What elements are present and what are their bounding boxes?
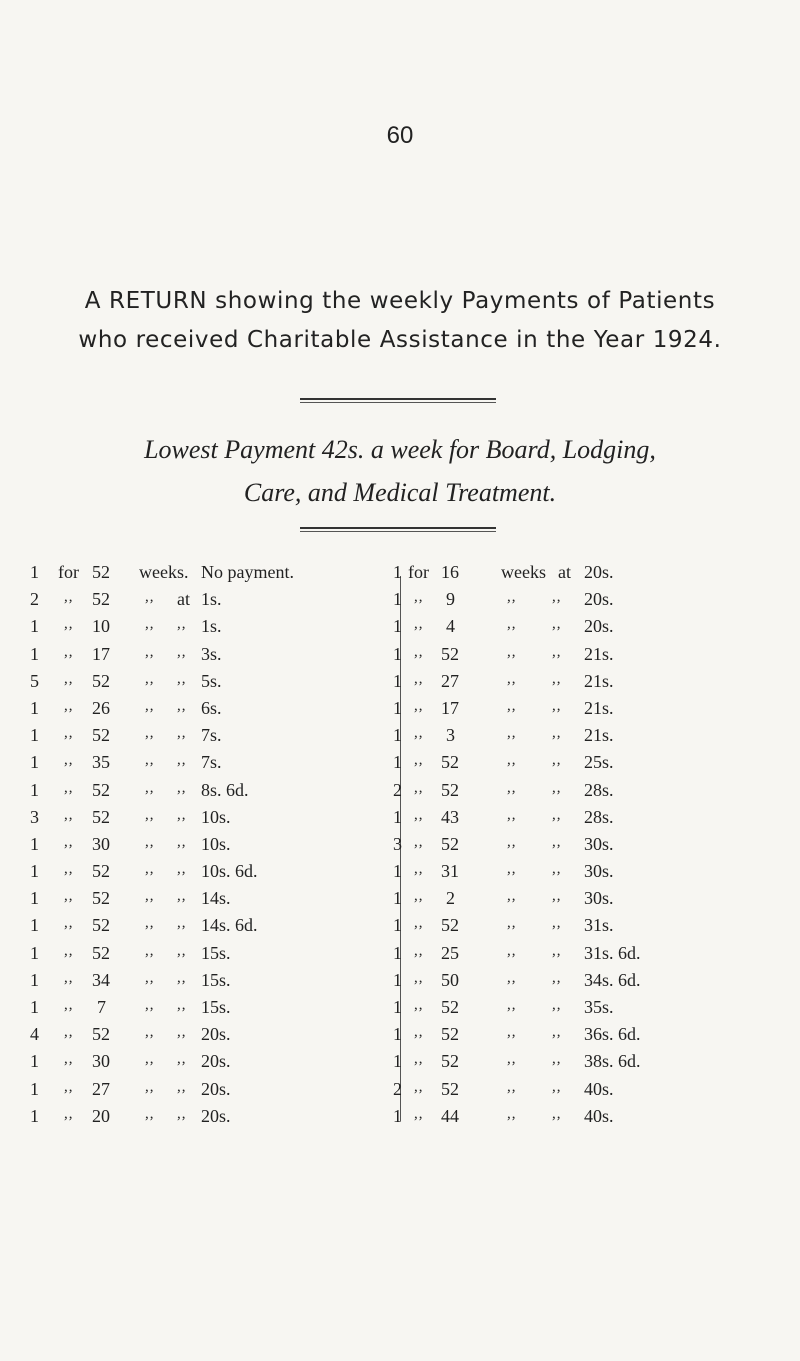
- ditto-mark: ,,: [552, 833, 562, 850]
- payment-amount: 14s.: [201, 888, 231, 909]
- ditto-mark: ,,: [145, 833, 155, 850]
- payment-amount: 14s. 6d.: [201, 915, 258, 936]
- patient-count: 1: [30, 942, 39, 963]
- patient-count: 1: [393, 806, 402, 827]
- ditto-mark: ,,: [507, 1024, 517, 1041]
- payment-amount: 15s.: [201, 997, 231, 1017]
- ditto-mark: ,,: [414, 833, 424, 850]
- patient-count: 2: [393, 779, 402, 800]
- ditto-mark: ,,: [414, 1105, 424, 1122]
- weeks-value: 35: [92, 752, 110, 773]
- patient-count: 1: [393, 697, 402, 718]
- patient-count: 5: [30, 670, 39, 691]
- payment-amount: 1s.: [201, 616, 222, 637]
- ditto-mark: ,,: [64, 616, 74, 633]
- ditto-mark: ,,: [145, 752, 155, 769]
- patient-count: 1: [30, 562, 39, 582]
- heading-line-2: who received Charitable Assistance in the Year 1924.: [78, 327, 722, 353]
- ditto-mark: ,,: [145, 1051, 155, 1068]
- ditto-mark: ,,: [64, 861, 74, 878]
- payment-amount: 15s.: [201, 942, 231, 963]
- ditto-mark: ,,: [552, 1024, 562, 1041]
- ditto-mark: ,,: [64, 969, 74, 986]
- patient-count: 1: [30, 833, 39, 854]
- ditto-mark: ,,: [507, 643, 517, 660]
- weeks-value: 2: [446, 888, 455, 909]
- ditto-mark: ,,: [64, 725, 74, 742]
- ditto-mark: ,,: [552, 969, 562, 986]
- payment-amount: 21s.: [584, 643, 614, 664]
- weeks-value: 52: [92, 942, 110, 963]
- ditto-mark: ,,: [177, 969, 187, 986]
- ditto-mark: ,,: [177, 752, 187, 769]
- patient-count: 3: [30, 806, 39, 827]
- patient-count: 1: [393, 1105, 402, 1126]
- payment-amount: 34s. 6d.: [584, 969, 641, 990]
- ditto-mark: ,,: [177, 1024, 187, 1041]
- payment-amount: 36s. 6d.: [584, 1024, 641, 1045]
- payment-amount: 31s.: [584, 915, 614, 936]
- patient-count: 1: [393, 562, 402, 582]
- ditto-mark: ,,: [507, 888, 517, 905]
- weeks-value: 52: [441, 1024, 459, 1045]
- double-rule-divider: [300, 527, 496, 534]
- ditto-mark: ,,: [64, 997, 74, 1013]
- ditto-mark: ,,: [145, 1024, 155, 1041]
- ditto-mark: ,,: [552, 779, 562, 796]
- payment-amount: 5s.: [201, 670, 222, 691]
- weeks-value: 52: [441, 1051, 459, 1072]
- patient-count: 1: [30, 1105, 39, 1126]
- ditto-mark: ,,: [145, 697, 155, 714]
- ditto-mark: ,,: [507, 616, 517, 633]
- weeks-label: weeks.: [139, 562, 189, 582]
- payment-amount: 20s.: [584, 562, 614, 582]
- at-label: at: [177, 589, 190, 610]
- ditto-mark: ,,: [64, 752, 74, 769]
- ditto-mark: ,,: [414, 779, 424, 796]
- ditto-mark: ,,: [145, 725, 155, 742]
- patient-count: 4: [30, 1024, 39, 1045]
- weeks-value: 52: [92, 779, 110, 800]
- payment-amount: 30s.: [584, 833, 614, 854]
- payment-amount: 38s. 6d.: [584, 1051, 641, 1072]
- ditto-mark: ,,: [507, 833, 517, 850]
- ditto-mark: ,,: [552, 589, 562, 606]
- weeks-value: 52: [92, 725, 110, 746]
- weeks-value: 52: [92, 861, 110, 882]
- ditto-mark: ,,: [507, 670, 517, 687]
- ditto-mark: ,,: [177, 833, 187, 850]
- ditto-mark: ,,: [64, 670, 74, 687]
- weeks-value: 26: [92, 697, 110, 718]
- ditto-mark: ,,: [64, 806, 74, 823]
- weeks-value: 17: [441, 697, 459, 718]
- ditto-mark: ,,: [414, 997, 424, 1013]
- weeks-value: 52: [92, 562, 110, 582]
- payment-amount: 40s.: [584, 1105, 614, 1126]
- payment-amount: 20s.: [201, 1078, 231, 1099]
- payment-amount: 31s. 6d.: [584, 942, 641, 963]
- weeks-value: 43: [441, 806, 459, 827]
- ditto-mark: ,,: [507, 942, 517, 959]
- payment-amount: 7s.: [201, 752, 222, 773]
- ditto-mark: ,,: [177, 1051, 187, 1068]
- weeks-value: 52: [92, 589, 110, 610]
- ditto-mark: ,,: [414, 888, 424, 905]
- patient-count: 1: [30, 861, 39, 882]
- ditto-mark: ,,: [64, 1078, 74, 1095]
- weeks-value: 20: [92, 1105, 110, 1126]
- ditto-mark: ,,: [145, 643, 155, 660]
- payment-amount: 40s.: [584, 1078, 614, 1099]
- for-label: for: [408, 562, 429, 582]
- ditto-mark: ,,: [177, 997, 187, 1013]
- patient-count: 1: [30, 752, 39, 773]
- weeks-value: 52: [92, 1024, 110, 1045]
- at-label: at: [558, 562, 571, 582]
- ditto-mark: ,,: [64, 1051, 74, 1068]
- ditto-mark: ,,: [414, 861, 424, 878]
- patient-count: 1: [393, 670, 402, 691]
- ditto-mark: ,,: [64, 779, 74, 796]
- patient-count: 1: [393, 969, 402, 990]
- ditto-mark: ,,: [414, 643, 424, 660]
- weeks-value: 52: [441, 643, 459, 664]
- payment-amount: 8s. 6d.: [201, 779, 249, 800]
- payment-amount: 6s.: [201, 697, 222, 718]
- patient-count: 1: [393, 643, 402, 664]
- ditto-mark: ,,: [552, 1078, 562, 1095]
- patient-count: 1: [30, 643, 39, 664]
- payment-amount: 10s.: [201, 833, 231, 854]
- payment-amount: 30s.: [584, 861, 614, 882]
- patient-count: 1: [30, 1051, 39, 1072]
- ditto-mark: ,,: [145, 670, 155, 687]
- weeks-value: 52: [92, 915, 110, 936]
- ditto-mark: ,,: [414, 752, 424, 769]
- patient-count: 1: [30, 697, 39, 718]
- weeks-value: 52: [441, 915, 459, 936]
- ditto-mark: ,,: [145, 969, 155, 986]
- ditto-mark: ,,: [414, 1051, 424, 1068]
- ditto-mark: ,,: [177, 1078, 187, 1095]
- ditto-mark: ,,: [414, 915, 424, 932]
- ditto-mark: ,,: [145, 997, 155, 1013]
- ditto-mark: ,,: [64, 697, 74, 714]
- ditto-mark: ,,: [552, 697, 562, 714]
- payment-amount: 3s.: [201, 643, 222, 664]
- ditto-mark: ,,: [414, 969, 424, 986]
- weeks-value: 7: [97, 997, 106, 1017]
- ditto-mark: ,,: [64, 1105, 74, 1122]
- ditto-mark: ,,: [552, 861, 562, 878]
- ditto-mark: ,,: [552, 725, 562, 742]
- payment-amount: 21s.: [584, 670, 614, 691]
- payment-amount: 10s.: [201, 806, 231, 827]
- ditto-mark: ,,: [507, 697, 517, 714]
- payment-amount: 20s.: [201, 1051, 231, 1072]
- patient-count: 3: [393, 833, 402, 854]
- weeks-value: 52: [441, 779, 459, 800]
- ditto-mark: ,,: [507, 589, 517, 606]
- ditto-mark: ,,: [145, 915, 155, 932]
- weeks-value: 27: [92, 1078, 110, 1099]
- ditto-mark: ,,: [145, 806, 155, 823]
- weeks-value: 44: [441, 1105, 459, 1126]
- payment-amount: 20s.: [584, 616, 614, 637]
- double-rule-divider: [300, 398, 496, 405]
- payment-amount: 21s.: [584, 697, 614, 718]
- ditto-mark: ,,: [507, 861, 517, 878]
- patient-count: 1: [30, 888, 39, 909]
- ditto-mark: ,,: [507, 997, 517, 1013]
- payment-amount: 1s.: [201, 589, 222, 610]
- ditto-mark: ,,: [145, 779, 155, 796]
- ditto-mark: ,,: [177, 1105, 187, 1122]
- ditto-mark: ,,: [414, 725, 424, 742]
- ditto-mark: ,,: [177, 888, 187, 905]
- weeks-value: 16: [441, 562, 459, 582]
- ditto-mark: ,,: [177, 697, 187, 714]
- ditto-mark: ,,: [552, 915, 562, 932]
- ditto-mark: ,,: [145, 589, 155, 606]
- ditto-mark: ,,: [507, 725, 517, 742]
- ditto-mark: ,,: [414, 806, 424, 823]
- ditto-mark: ,,: [145, 942, 155, 959]
- payment-amount: 10s. 6d.: [201, 861, 258, 882]
- patient-count: 1: [30, 997, 39, 1017]
- ditto-mark: ,,: [64, 833, 74, 850]
- patient-count: 1: [393, 616, 402, 637]
- ditto-mark: ,,: [64, 643, 74, 660]
- ditto-mark: ,,: [414, 616, 424, 633]
- patient-count: 1: [30, 915, 39, 936]
- weeks-value: 30: [92, 833, 110, 854]
- ditto-mark: ,,: [64, 942, 74, 959]
- ditto-mark: ,,: [507, 1078, 517, 1095]
- weeks-value: 52: [92, 806, 110, 827]
- weeks-value: 3: [446, 725, 455, 746]
- ditto-mark: ,,: [507, 915, 517, 932]
- weeks-value: 10: [92, 616, 110, 637]
- weeks-value: 50: [441, 969, 459, 990]
- weeks-value: 17: [92, 643, 110, 664]
- payment-amount: 20s.: [584, 589, 614, 610]
- ditto-mark: ,,: [507, 969, 517, 986]
- weeks-value: 52: [441, 833, 459, 854]
- ditto-mark: ,,: [507, 752, 517, 769]
- payment-amount: 20s.: [201, 1024, 231, 1045]
- ditto-mark: ,,: [64, 589, 74, 606]
- ditto-mark: ,,: [177, 643, 187, 660]
- ditto-mark: ,,: [177, 670, 187, 687]
- payment-amount: 15s.: [201, 969, 231, 990]
- patient-count: 2: [30, 589, 39, 610]
- payment-amount: 28s.: [584, 806, 614, 827]
- weeks-value: 9: [446, 589, 455, 610]
- weeks-value: 27: [441, 670, 459, 691]
- ditto-mark: ,,: [552, 643, 562, 660]
- payment-amount: 25s.: [584, 752, 614, 773]
- ditto-mark: ,,: [177, 806, 187, 823]
- weeks-value: 25: [441, 942, 459, 963]
- patient-count: 1: [30, 779, 39, 800]
- payment-amount: No payment.: [201, 562, 294, 582]
- patient-count: 1: [393, 942, 402, 963]
- heading-line-1: A RETURN showing the weekly Payments of Patients: [84, 288, 716, 314]
- subtitle-line-2: Care, and Medical Treatment.: [243, 478, 557, 507]
- weeks-value: 30: [92, 1051, 110, 1072]
- ditto-mark: ,,: [177, 942, 187, 959]
- ditto-mark: ,,: [177, 779, 187, 796]
- payment-amount: 30s.: [584, 888, 614, 909]
- weeks-value: 52: [441, 1078, 459, 1099]
- ditto-mark: ,,: [552, 1105, 562, 1122]
- patient-count: 1: [393, 589, 402, 610]
- weeks-value: 52: [92, 670, 110, 691]
- ditto-mark: ,,: [552, 616, 562, 633]
- patient-count: 2: [393, 1078, 402, 1099]
- patient-count: 1: [30, 616, 39, 637]
- ditto-mark: ,,: [552, 888, 562, 905]
- ditto-mark: ,,: [414, 942, 424, 959]
- patient-count: 1: [393, 888, 402, 909]
- ditto-mark: ,,: [414, 670, 424, 687]
- ditto-mark: ,,: [177, 915, 187, 932]
- patient-count: 1: [393, 915, 402, 936]
- ditto-mark: ,,: [414, 1078, 424, 1095]
- ditto-mark: ,,: [177, 725, 187, 742]
- ditto-mark: ,,: [145, 1078, 155, 1095]
- payment-amount: 7s.: [201, 725, 222, 746]
- payment-amount: 28s.: [584, 779, 614, 800]
- ditto-mark: ,,: [552, 806, 562, 823]
- ditto-mark: ,,: [507, 1051, 517, 1068]
- payment-amount: 21s.: [584, 725, 614, 746]
- weeks-label: weeks: [501, 562, 546, 582]
- ditto-mark: ,,: [177, 616, 187, 633]
- weeks-value: 52: [441, 997, 459, 1017]
- ditto-mark: ,,: [177, 861, 187, 878]
- ditto-mark: ,,: [552, 752, 562, 769]
- patient-count: 1: [393, 725, 402, 746]
- ditto-mark: ,,: [507, 806, 517, 823]
- weeks-value: 34: [92, 969, 110, 990]
- for-label: for: [58, 562, 79, 582]
- patient-count: 1: [30, 969, 39, 990]
- payment-amount: 20s.: [201, 1105, 231, 1126]
- ditto-mark: ,,: [64, 888, 74, 905]
- patient-count: 1: [393, 1051, 402, 1072]
- weeks-value: 4: [446, 616, 455, 637]
- ditto-mark: ,,: [414, 1024, 424, 1041]
- ditto-mark: ,,: [552, 1051, 562, 1068]
- ditto-mark: ,,: [552, 997, 562, 1013]
- patient-count: 1: [393, 997, 402, 1017]
- ditto-mark: ,,: [145, 888, 155, 905]
- ditto-mark: ,,: [64, 915, 74, 932]
- ditto-mark: ,,: [507, 779, 517, 796]
- patient-count: 1: [393, 752, 402, 773]
- subtitle-line-1: Lowest Payment 42s. a week for Board, Lodging,: [144, 435, 656, 464]
- ditto-mark: ,,: [507, 1105, 517, 1122]
- ditto-mark: ,,: [552, 942, 562, 959]
- ditto-mark: ,,: [414, 697, 424, 714]
- ditto-mark: ,,: [145, 1105, 155, 1122]
- payment-amount: 35s.: [584, 997, 614, 1017]
- ditto-mark: ,,: [145, 616, 155, 633]
- ditto-mark: ,,: [414, 589, 424, 606]
- patient-count: 1: [30, 725, 39, 746]
- patient-count: 1: [30, 1078, 39, 1099]
- patient-count: 1: [393, 861, 402, 882]
- patient-count: 1: [393, 1024, 402, 1045]
- weeks-value: 52: [441, 752, 459, 773]
- page-number: 60: [386, 122, 414, 149]
- ditto-mark: ,,: [145, 861, 155, 878]
- weeks-value: 31: [441, 861, 459, 882]
- ditto-mark: ,,: [64, 1024, 74, 1041]
- ditto-mark: ,,: [552, 670, 562, 687]
- weeks-value: 52: [92, 888, 110, 909]
